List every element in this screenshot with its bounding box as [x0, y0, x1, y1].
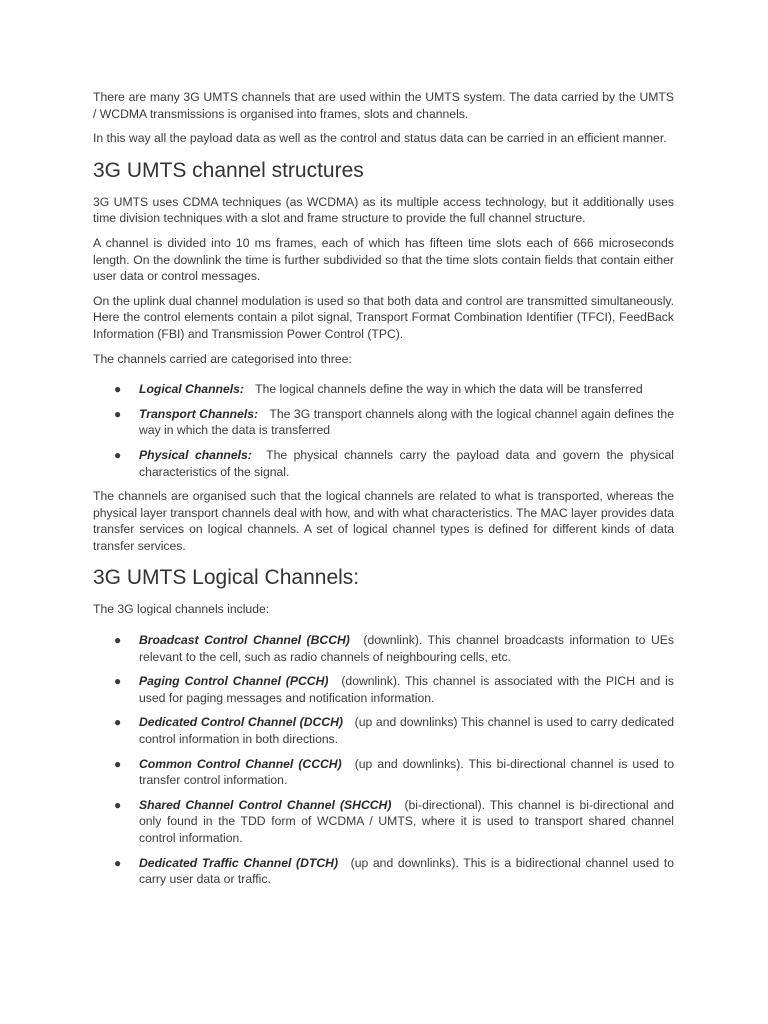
- structures-paragraph-1: 3G UMTS uses CDMA techniques (as WCDMA) as its multiple access technology, but it additionally uses time division techniques with a slot and frame structure to provide the full channel structure.: [93, 194, 674, 226]
- bullet-icon: ●: [114, 406, 122, 421]
- list-item: [93, 381, 674, 398]
- bullet-icon: ●: [114, 633, 122, 648]
- channel-categories-list: [93, 381, 674, 480]
- section-heading-channel-structures: 3G UMTS channel structures: [93, 158, 364, 182]
- bullet-icon: ●: [114, 855, 122, 870]
- list-item-term: Paging Control Channel (PCCH): [139, 674, 329, 689]
- list-item-text: (downlink). This channel is associated with the PICH and is used for paging messages and notification information.: [139, 674, 674, 705]
- list-item-term: Physical channels:: [139, 447, 252, 462]
- list-item: [93, 756, 674, 789]
- list-item-term: Dedicated Traffic Channel (DTCH): [139, 855, 339, 870]
- section-heading-logical-channels: 3G UMTS Logical Channels:: [93, 566, 360, 590]
- logical-channels-list: [93, 632, 674, 888]
- list-item: [93, 855, 674, 888]
- structures-paragraph-4: The channels carried are categorised into three:: [93, 351, 352, 366]
- intro-paragraph-2: In this way all the payload data as well as the control and status data can be carried in an efficient manner.: [93, 131, 667, 146]
- structures-paragraph-3: On the uplink dual channel modulation is used so that both data and control are transmitted simultaneously. Here the control elements contain a pilot signal, Transport Format Combination Identifier (TFCI), FeedBack Information (FBI) and Transmission Power Control (TPC).: [93, 293, 674, 341]
- bullet-icon: ●: [114, 756, 122, 771]
- list-item-text: (up and downlinks). This is a bidirectional channel used to carry user data or traffic.: [139, 855, 674, 887]
- logical-paragraph-1: The 3G logical channels include:: [93, 602, 270, 617]
- bullet-icon: ●: [114, 382, 122, 397]
- list-item-term: Common Control Channel (CCCH): [139, 756, 342, 771]
- list-item-term: Dedicated Control Channel (DCCH): [139, 715, 343, 730]
- list-item: [93, 447, 674, 480]
- list-item-text: The logical channels define the way in which the data will be transferred: [255, 382, 643, 397]
- list-item: [93, 714, 674, 747]
- list-item-text: The 3G transport channels along with the logical channel again defines the way in which the data is transferred: [139, 406, 674, 438]
- list-item-text: (up and downlinks). This bi-directional channel is used to transfer control information.: [139, 756, 674, 788]
- list-item-term: Shared Channel Control Channel (SHCCH): [139, 797, 392, 812]
- structures-paragraph-5: The channels are organised such that the logical channels are related to what is transported, whereas the physical layer transport channels deal with how, and with what characteristics. The MAC layer provides data transfer services on logical channels. A set of logical channel types is defined for different kinds of data transfer services.: [93, 489, 674, 553]
- list-item: [93, 406, 674, 439]
- list-item-text: (downlink). This channel broadcasts information to UEs relevant to the cell, such as radio channels of neighbouring cells, etc.: [139, 633, 674, 664]
- list-item: [93, 632, 674, 665]
- bullet-icon: ●: [114, 797, 122, 812]
- bullet-icon: ●: [114, 674, 122, 689]
- list-item-term: Broadcast Control Channel (BCCH): [139, 633, 350, 648]
- list-item: [93, 673, 674, 706]
- intro-paragraph-1: There are many 3G UMTS channels that are used within the UMTS system. The data carried by the UMTS / WCDMA transmissions is organised into frames, slots and channels.: [93, 90, 674, 121]
- bullet-icon: ●: [114, 715, 122, 730]
- bullet-icon: ●: [114, 447, 122, 462]
- list-item-text: The physical channels carry the payload data and govern the physical characteristics of the signal.: [139, 447, 674, 479]
- list-item-text: (up and downlinks) This channel is used to carry dedicated control information in both directions.: [139, 715, 675, 747]
- structures-paragraph-2: A channel is divided into 10 ms frames, each of which has fifteen time slots each of 666 microseconds length. On the downlink the time is further subdivided so that the time slots contain fields that contain either user data or control messages.: [93, 235, 674, 284]
- list-item: [93, 797, 674, 847]
- list-item-text: (bi-directional). This channel is bi-directional and only found in the TDD form of WCDMA / UMTS, where it is used to transport shared channel control information.: [139, 797, 674, 845]
- list-item-term: Transport Channels:: [139, 406, 259, 421]
- list-item-term: Logical Channels:: [139, 382, 244, 397]
